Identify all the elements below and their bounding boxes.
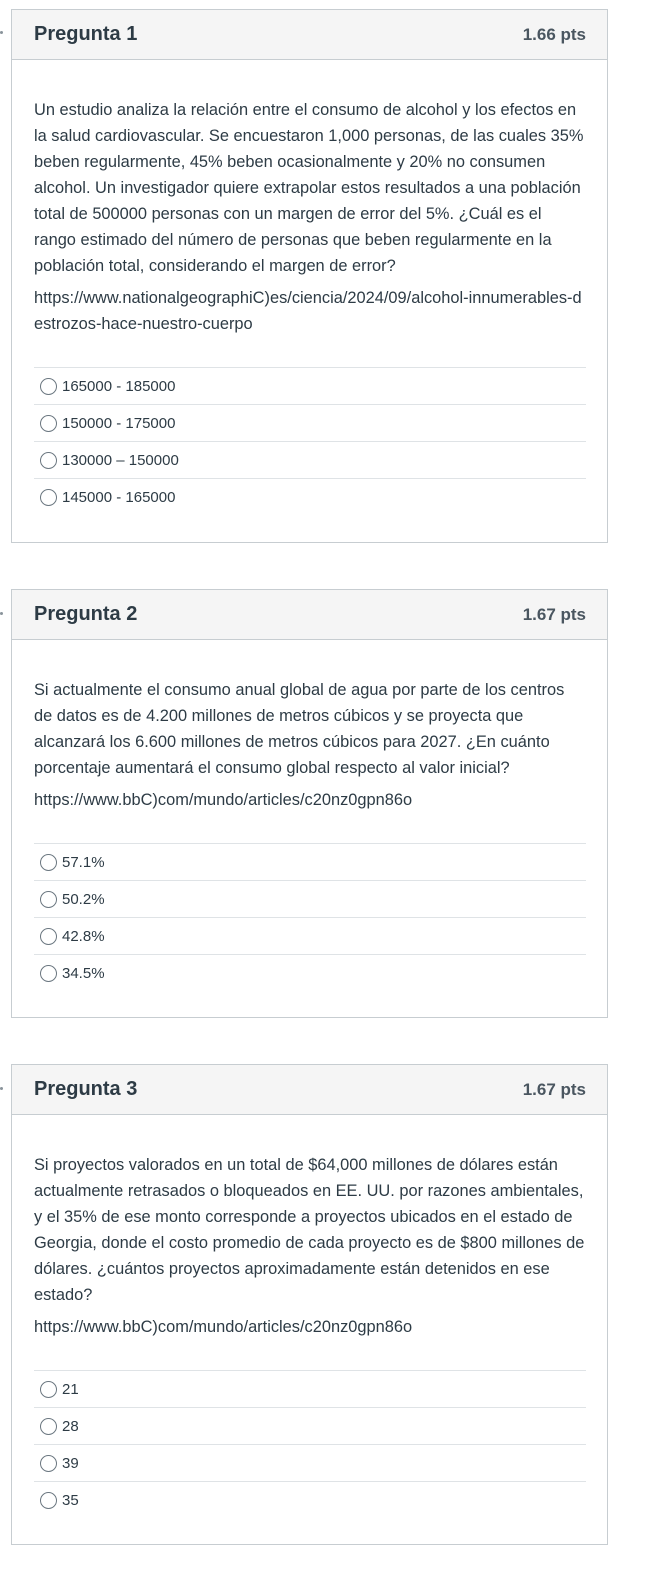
question-1-body bbox=[12, 60, 607, 542]
question-1-points: 1.66 pts bbox=[522, 24, 586, 44]
radio-button-icon[interactable] bbox=[40, 928, 57, 945]
radio-button-icon[interactable] bbox=[40, 378, 57, 395]
answer-option[interactable] bbox=[34, 442, 586, 479]
answer-label[interactable]: 34.5% bbox=[62, 965, 105, 982]
question-3-title: Pregunta 3 bbox=[34, 1078, 138, 1100]
question-2-title: Pregunta 2 bbox=[34, 603, 138, 625]
question-2-source: https://www.bbC)com/mundo/articles/c20nz0gpn86o bbox=[34, 791, 413, 809]
question-1-source: https://www.nationalgeographiC)es/ciencia/2024/09/alcohol-innumerables-destrozos-hace-nuestro-cuerpo bbox=[34, 289, 582, 333]
question-1-card bbox=[11, 9, 608, 543]
question-marker bbox=[0, 31, 3, 34]
question-1-header bbox=[12, 10, 607, 60]
answer-label[interactable]: 150000 - 175000 bbox=[62, 414, 176, 432]
radio-button-icon[interactable] bbox=[40, 1418, 57, 1435]
answer-label[interactable]: 35 bbox=[62, 1492, 79, 1509]
question-marker bbox=[0, 612, 3, 615]
question-2-text: Si actualmente el consumo anual global de agua por parte de los centros de datos es de 4.200 millones de metros cúbicos y se proyecta que alcanzará los 6.600 millones de metros cúbicos para 2027. ¿En cuánto porcentaje aumentará el consumo global respecto al valor inicial? bbox=[34, 681, 565, 777]
answer-option[interactable] bbox=[34, 918, 586, 955]
question-2-header bbox=[12, 590, 607, 640]
question-3-body bbox=[12, 1115, 607, 1545]
question-3-answers bbox=[34, 1370, 586, 1519]
answer-option[interactable] bbox=[34, 368, 586, 405]
question-2-points: 1.67 pts bbox=[522, 604, 586, 624]
radio-button-icon[interactable] bbox=[40, 891, 57, 908]
question-3-text: Si proyectos valorados en un total de $64,000 millones de dólares están actualmente retrasados o bloqueados en EE. UU. por razones ambientales, y el 35% de ese monto corresponde a proyectos ubicados en el estado de Georgia, donde el costo promedio de cada proyecto es de $800 millones de dólares. ¿cuántos proyectos aproximadamente están detenidos en ese estado? bbox=[34, 1156, 585, 1304]
answer-label[interactable]: 39 bbox=[62, 1454, 79, 1472]
answer-label[interactable]: 42.8% bbox=[62, 927, 105, 945]
answer-option[interactable] bbox=[34, 844, 586, 881]
answer-option[interactable] bbox=[34, 1408, 586, 1445]
radio-button-icon[interactable] bbox=[40, 452, 57, 469]
question-1-title: Pregunta 1 bbox=[34, 23, 138, 45]
question-3-points: 1.67 pts bbox=[522, 1079, 586, 1099]
answer-label[interactable]: 145000 - 165000 bbox=[62, 489, 176, 506]
question-marker bbox=[0, 1087, 3, 1090]
question-3-header bbox=[12, 1065, 607, 1115]
answer-label[interactable]: 21 bbox=[62, 1380, 79, 1398]
radio-button-icon[interactable] bbox=[40, 965, 57, 982]
answer-label[interactable]: 28 bbox=[62, 1417, 79, 1435]
answer-option[interactable] bbox=[34, 881, 586, 918]
question-1-text: Un estudio analiza la relación entre el consumo de alcohol y los efectos en la salud cardiovascular. Se encuestaron 1,000 personas, de las cuales 35% beben regularmente, 45% beben ocasionalmente y 20% no consumen alcohol. Un investigador quiere extrapolar estos resultados a una población total de 500000 personas con un margen de error del 5%. ¿Cuál es el rango estimado del número de personas que beben regularmente en la población total, considerando el margen de error? bbox=[34, 101, 584, 275]
question-2-answers bbox=[34, 843, 586, 992]
radio-button-icon[interactable] bbox=[40, 1455, 57, 1472]
answer-option[interactable] bbox=[34, 1445, 586, 1482]
question-2-card bbox=[11, 589, 608, 1018]
radio-button-icon[interactable] bbox=[40, 854, 57, 871]
answer-label[interactable]: 130000 – 150000 bbox=[62, 451, 179, 469]
radio-button-icon[interactable] bbox=[40, 1492, 57, 1509]
answer-option[interactable] bbox=[34, 405, 586, 442]
answer-option[interactable] bbox=[34, 479, 586, 516]
question-1-answers bbox=[34, 367, 586, 516]
radio-button-icon[interactable] bbox=[40, 415, 57, 432]
radio-button-icon[interactable] bbox=[40, 1381, 57, 1398]
answer-label[interactable]: 50.2% bbox=[62, 890, 105, 908]
radio-button-icon[interactable] bbox=[40, 489, 57, 506]
answer-option[interactable] bbox=[34, 1482, 586, 1519]
answer-label[interactable]: 165000 - 185000 bbox=[62, 377, 176, 395]
answer-option[interactable] bbox=[34, 955, 586, 992]
question-3-source: https://www.bbC)com/mundo/articles/c20nz0gpn86o bbox=[34, 1318, 413, 1336]
question-2-body bbox=[12, 640, 607, 1018]
answer-option[interactable] bbox=[34, 1371, 586, 1408]
answer-label[interactable]: 57.1% bbox=[62, 853, 105, 871]
question-3-card bbox=[11, 1064, 608, 1545]
